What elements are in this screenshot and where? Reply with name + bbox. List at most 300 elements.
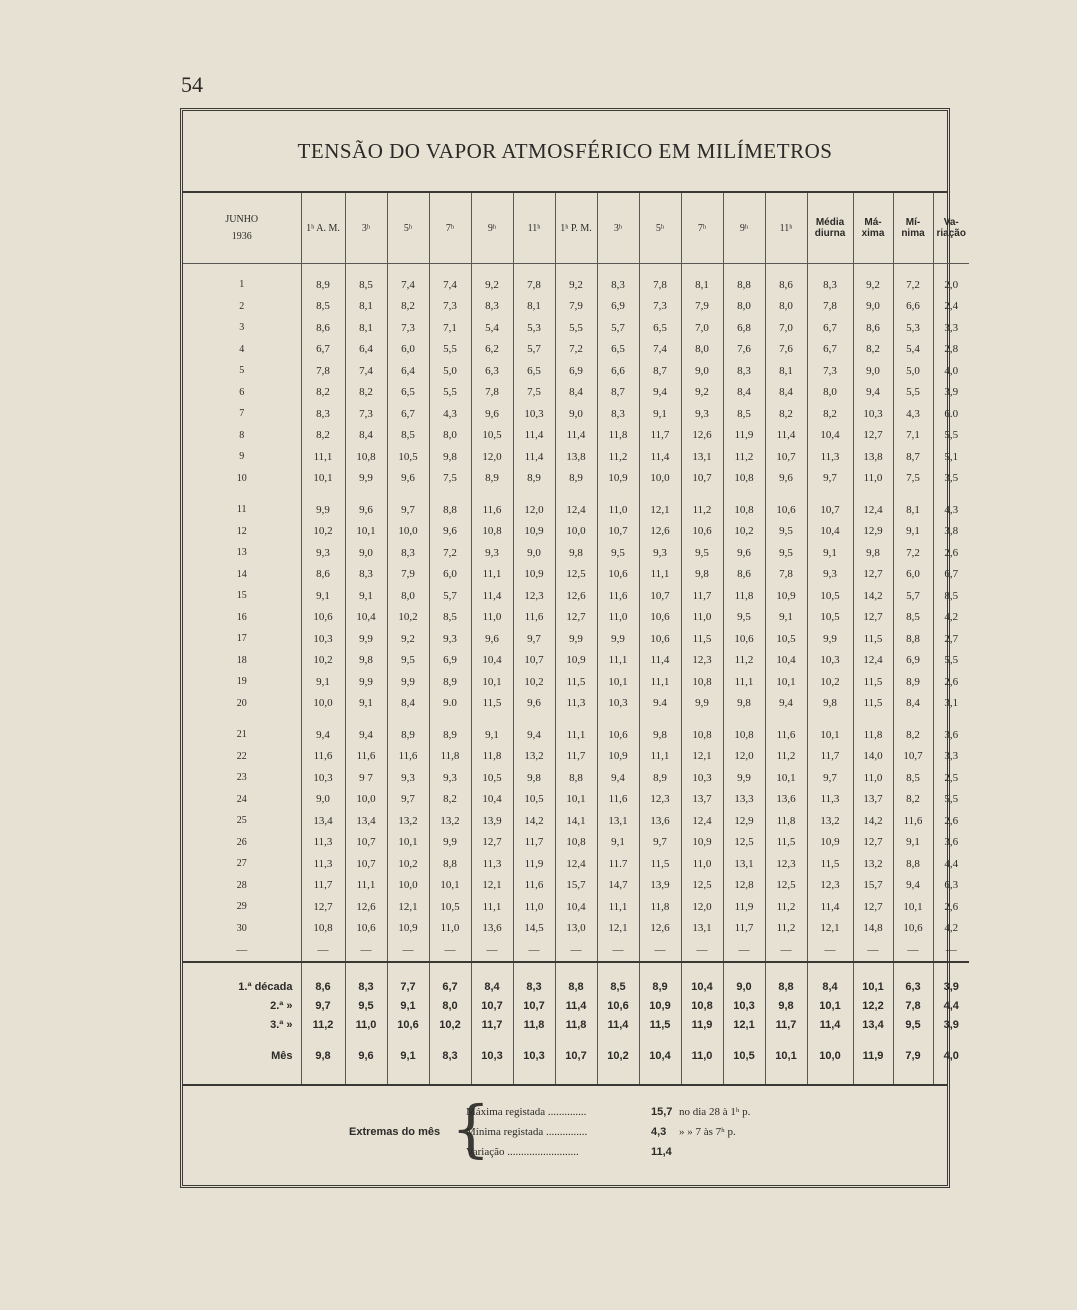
table-cell: 11,8 bbox=[853, 724, 893, 746]
table-cell: 11,2 bbox=[723, 446, 765, 468]
table-cell: 9,5 bbox=[765, 542, 807, 564]
month-label: JUNHO bbox=[225, 214, 259, 225]
table-cell: 8,5 bbox=[933, 585, 969, 607]
table-cell: 11,0 bbox=[853, 767, 893, 789]
table-cell: 12,7 bbox=[555, 607, 597, 629]
table-cell: 8,2 bbox=[893, 789, 933, 811]
table-cell: 8,9 bbox=[893, 671, 933, 693]
dash-cell: — bbox=[639, 939, 681, 962]
dash-row bbox=[183, 939, 969, 962]
table-cell: 12,1 bbox=[807, 918, 853, 940]
table-cell: 12,7 bbox=[301, 896, 345, 918]
table-cell: 11,5 bbox=[555, 671, 597, 693]
table-cell: 8,0 bbox=[765, 296, 807, 318]
table-cell: 9,7 bbox=[639, 832, 681, 854]
table-cell: 4,3 bbox=[429, 403, 471, 425]
table-cell: 8,5 bbox=[387, 425, 429, 447]
table-cell: 9,7 bbox=[807, 767, 853, 789]
summary-cell: 11,0 bbox=[345, 1015, 387, 1034]
table-cell: 11,0 bbox=[513, 896, 555, 918]
table-cell: 10,7 bbox=[807, 499, 853, 521]
table-cell: 9,7 bbox=[513, 628, 555, 650]
table-cell: 11,1 bbox=[639, 746, 681, 768]
table-cell: 7,2 bbox=[893, 274, 933, 296]
table-cell: 9,6 bbox=[513, 693, 555, 715]
summary-cell: 8,5 bbox=[597, 962, 639, 996]
summary-cell: 8,0 bbox=[429, 996, 471, 1015]
table-cell: 14,0 bbox=[853, 746, 893, 768]
table-cell: 11,0 bbox=[597, 607, 639, 629]
spacer-cell bbox=[387, 264, 429, 275]
table-cell: 11,1 bbox=[301, 446, 345, 468]
table-cell: 11,2 bbox=[723, 650, 765, 672]
summary-cell: 11,8 bbox=[513, 1015, 555, 1034]
table-cell: 5,7 bbox=[597, 317, 639, 339]
table-cell: 10,6 bbox=[639, 607, 681, 629]
table-cell: 11,3 bbox=[807, 789, 853, 811]
spacer-cell bbox=[723, 714, 765, 724]
table-cell: 9,0 bbox=[513, 542, 555, 564]
dash-cell: — bbox=[723, 939, 765, 962]
column-header: Média diurna bbox=[807, 193, 853, 264]
day-label: 22 bbox=[236, 750, 247, 762]
table-cell: 11,5 bbox=[853, 693, 893, 715]
spacer-cell bbox=[597, 489, 639, 499]
month-cell: 10,2 bbox=[597, 1044, 639, 1084]
table-cell: 8,0 bbox=[429, 425, 471, 447]
spacer-cell bbox=[183, 489, 301, 499]
table-cell: 13,1 bbox=[723, 853, 765, 875]
spacer-cell bbox=[555, 1034, 597, 1044]
table-cell: 8,2 bbox=[301, 382, 345, 404]
summary-cell: 7,7 bbox=[387, 962, 429, 996]
brace: { bbox=[451, 1092, 491, 1165]
table-cell: 8,4 bbox=[555, 382, 597, 404]
table-cell: 10,4 bbox=[807, 521, 853, 543]
summary-cell: 11,5 bbox=[639, 1015, 681, 1034]
page-number: 54 bbox=[181, 72, 203, 97]
table-cell: 10,6 bbox=[345, 918, 387, 940]
table-cell: 9,1 bbox=[597, 832, 639, 854]
month-row-label: Mês bbox=[271, 1050, 293, 1062]
table-cell: 8,8 bbox=[893, 628, 933, 650]
summary-cell: 10,7 bbox=[471, 996, 513, 1015]
day-label: 11 bbox=[236, 504, 247, 516]
table-cell: 8,3 bbox=[471, 296, 513, 318]
spacer-cell bbox=[723, 1034, 765, 1044]
table-cell: 7,3 bbox=[429, 296, 471, 318]
table-cell: 10,9 bbox=[807, 832, 853, 854]
table-cell: 2,6 bbox=[933, 542, 969, 564]
table-cell: 8,3 bbox=[345, 564, 387, 586]
table-cell: 11,5 bbox=[853, 628, 893, 650]
month-header bbox=[183, 193, 301, 264]
dash-cell: — bbox=[513, 939, 555, 962]
table-cell: 9,7 bbox=[387, 789, 429, 811]
table-cell: 12,3 bbox=[765, 853, 807, 875]
day-label: 9 bbox=[239, 451, 245, 463]
table-cell: 8,2 bbox=[765, 403, 807, 425]
table-cell: 8,9 bbox=[471, 468, 513, 490]
month-cell: 4,0 bbox=[933, 1044, 969, 1084]
column-header: 3ʰ bbox=[345, 193, 387, 264]
table-cell: 10,0 bbox=[555, 521, 597, 543]
table-cell: 9,3 bbox=[471, 542, 513, 564]
table-cell: 10,9 bbox=[765, 585, 807, 607]
table-cell: 12,3 bbox=[513, 585, 555, 607]
table-cell: 8,1 bbox=[513, 296, 555, 318]
table-cell: 8,9 bbox=[555, 468, 597, 490]
spacer-cell bbox=[301, 1034, 345, 1044]
column-header: 11ʰ bbox=[765, 193, 807, 264]
spacer-row bbox=[183, 714, 969, 724]
table-cell: 10,3 bbox=[301, 767, 345, 789]
table-cell: 2,8 bbox=[933, 339, 969, 361]
table-cell: 10,4 bbox=[765, 650, 807, 672]
column-header: 7ʰ bbox=[429, 193, 471, 264]
min-line bbox=[466, 1126, 799, 1146]
table-cell: 12,8 bbox=[723, 875, 765, 897]
table-cell: 12,6 bbox=[555, 585, 597, 607]
table-cell: 12,5 bbox=[681, 875, 723, 897]
table-cell: 5,7 bbox=[429, 585, 471, 607]
table-cell: 8,4 bbox=[723, 382, 765, 404]
table-row bbox=[183, 607, 969, 629]
table-cell: 2,6 bbox=[933, 810, 969, 832]
table-cell: 6,7 bbox=[387, 403, 429, 425]
table-cell: 9,0 bbox=[345, 542, 387, 564]
table-cell: 8,1 bbox=[345, 317, 387, 339]
header-row bbox=[183, 193, 969, 264]
table-cell: 10,5 bbox=[471, 767, 513, 789]
table-cell: 11,1 bbox=[639, 671, 681, 693]
table-cell: 7,3 bbox=[387, 317, 429, 339]
table-cell: 10,3 bbox=[301, 628, 345, 650]
table-cell: 11,7 bbox=[513, 832, 555, 854]
summary-cell: 10,8 bbox=[681, 996, 723, 1015]
table-cell: 3,6 bbox=[933, 832, 969, 854]
table-cell: 9,6 bbox=[471, 628, 513, 650]
dash-cell: — bbox=[236, 944, 248, 956]
summary-cell: 8,8 bbox=[765, 962, 807, 996]
min-label: Mínima registada ............... bbox=[466, 1126, 588, 1138]
table-cell: 9,7 bbox=[807, 468, 853, 490]
table-cell: 10,3 bbox=[807, 650, 853, 672]
table-cell: 13,0 bbox=[555, 918, 597, 940]
table-cell: 8,3 bbox=[301, 403, 345, 425]
table-cell: 6,0 bbox=[429, 564, 471, 586]
table-cell: 12,7 bbox=[471, 832, 513, 854]
table-cell: 10,7 bbox=[639, 585, 681, 607]
table-cell: 11,1 bbox=[471, 564, 513, 586]
table-cell: 2,7 bbox=[933, 628, 969, 650]
column-header: 1ʰ P. M. bbox=[555, 193, 597, 264]
table-cell: 8,6 bbox=[853, 317, 893, 339]
table-cell: 10,1 bbox=[387, 832, 429, 854]
day-label: 8 bbox=[239, 429, 245, 441]
table-cell: 4,0 bbox=[933, 360, 969, 382]
day-label: 2 bbox=[239, 300, 245, 312]
month-cell: 10,4 bbox=[639, 1044, 681, 1084]
table-cell: 10,0 bbox=[301, 693, 345, 715]
table-cell: 10,6 bbox=[681, 521, 723, 543]
month-cell: 7,9 bbox=[893, 1044, 933, 1084]
table-cell: 10,1 bbox=[345, 521, 387, 543]
table-cell: 12,0 bbox=[471, 446, 513, 468]
table-cell: 9,3 bbox=[807, 564, 853, 586]
table-cell: 11,8 bbox=[597, 425, 639, 447]
table-cell: 8,9 bbox=[513, 468, 555, 490]
table-cell: 12,1 bbox=[387, 896, 429, 918]
min-value: 4,3 bbox=[651, 1126, 667, 1138]
dash-cell: — bbox=[893, 939, 933, 962]
table-cell: 12,0 bbox=[513, 499, 555, 521]
table-cell: 11,1 bbox=[555, 724, 597, 746]
spacer-cell bbox=[807, 714, 853, 724]
table-cell: 9,3 bbox=[429, 767, 471, 789]
summary-cell: 8,3 bbox=[513, 962, 555, 996]
table-cell: 3,5 bbox=[933, 468, 969, 490]
table-cell: 10,2 bbox=[387, 853, 429, 875]
column-header: 1ʰ A. M. bbox=[301, 193, 345, 264]
month-cell: 10,0 bbox=[807, 1044, 853, 1084]
table-cell: 11,5 bbox=[807, 853, 853, 875]
day-label: 16 bbox=[236, 611, 247, 623]
table-cell: 9,0 bbox=[681, 360, 723, 382]
table-cell: 9,8 bbox=[513, 767, 555, 789]
spacer-cell bbox=[639, 1034, 681, 1044]
table-cell: 5,5 bbox=[429, 339, 471, 361]
table-row bbox=[183, 296, 969, 318]
table-cell: 14,7 bbox=[597, 875, 639, 897]
table-cell: 11,7 bbox=[807, 746, 853, 768]
table-cell: 7,3 bbox=[807, 360, 853, 382]
table-cell: 6,6 bbox=[893, 296, 933, 318]
table-row bbox=[183, 650, 969, 672]
table-cell: 7,5 bbox=[893, 468, 933, 490]
table-cell: 6,7 bbox=[807, 339, 853, 361]
table-cell: 8,9 bbox=[301, 274, 345, 296]
table-row bbox=[183, 789, 969, 811]
table-row bbox=[183, 896, 969, 918]
table-cell: 7,5 bbox=[429, 468, 471, 490]
table-cell: 11,7 bbox=[639, 425, 681, 447]
table-cell: 10,9 bbox=[597, 746, 639, 768]
day-label: 27 bbox=[236, 858, 247, 870]
table-cell: 8,3 bbox=[723, 360, 765, 382]
table-cell: 4,2 bbox=[933, 607, 969, 629]
table-cell: 9.4 bbox=[639, 693, 681, 715]
table-cell: 6,7 bbox=[933, 564, 969, 586]
day-label: 15 bbox=[236, 590, 247, 602]
spacer-cell bbox=[387, 489, 429, 499]
table-cell: 9,6 bbox=[387, 468, 429, 490]
table-cell: 13,7 bbox=[681, 789, 723, 811]
table-cell: 5,4 bbox=[471, 317, 513, 339]
table-cell: 11,7 bbox=[555, 746, 597, 768]
table-cell: 5,5 bbox=[933, 789, 969, 811]
spacer-cell bbox=[639, 264, 681, 275]
table-cell: 8,8 bbox=[429, 499, 471, 521]
summary-row bbox=[183, 1015, 969, 1034]
column-header: 11ʰ bbox=[513, 193, 555, 264]
table-cell: 3,3 bbox=[933, 746, 969, 768]
day-label: 10 bbox=[236, 472, 247, 484]
table-cell: 14,8 bbox=[853, 918, 893, 940]
summary-cell: 3,9 bbox=[933, 962, 969, 996]
table-cell: 3,3 bbox=[933, 317, 969, 339]
summary-cell: 10,4 bbox=[681, 962, 723, 996]
table-cell: 9,1 bbox=[765, 607, 807, 629]
table-cell: 8,1 bbox=[681, 274, 723, 296]
month-cell: 10,5 bbox=[723, 1044, 765, 1084]
table-row bbox=[183, 628, 969, 650]
table-cell: 13,2 bbox=[513, 746, 555, 768]
dash-cell: — bbox=[853, 939, 893, 962]
table-cell: 12,1 bbox=[597, 918, 639, 940]
table-cell: 12,1 bbox=[639, 499, 681, 521]
day-label: 14 bbox=[236, 568, 247, 580]
column-header: 5ʰ bbox=[639, 193, 681, 264]
table-cell: 10,9 bbox=[555, 650, 597, 672]
table-cell: 9,2 bbox=[555, 274, 597, 296]
dash-cell: — bbox=[933, 939, 969, 962]
spacer-cell bbox=[933, 714, 969, 724]
table-cell: 10,7 bbox=[681, 468, 723, 490]
table-cell: 11,3 bbox=[555, 693, 597, 715]
table-cell: 12,5 bbox=[765, 875, 807, 897]
table-cell: 10,9 bbox=[387, 918, 429, 940]
table-cell: 9,4 bbox=[765, 693, 807, 715]
table-cell: 11,3 bbox=[301, 832, 345, 854]
table-cell: 14,1 bbox=[555, 810, 597, 832]
spacer-cell bbox=[183, 714, 301, 724]
variation-label: Variação .......................... bbox=[466, 1146, 579, 1158]
table-cell: 9,8 bbox=[639, 724, 681, 746]
table-cell: 9,8 bbox=[555, 542, 597, 564]
table-cell: 9,5 bbox=[681, 542, 723, 564]
summary-cell: 8,4 bbox=[471, 962, 513, 996]
table-cell: 12,0 bbox=[681, 896, 723, 918]
table-cell: 6,0 bbox=[387, 339, 429, 361]
day-label: 23 bbox=[236, 772, 247, 784]
table-cell: 8,4 bbox=[765, 382, 807, 404]
table-cell: 11,0 bbox=[681, 607, 723, 629]
table-cell: 6,2 bbox=[471, 339, 513, 361]
table-cell: 10,0 bbox=[387, 521, 429, 543]
table-cell: 5,5 bbox=[933, 650, 969, 672]
table-cell: 8,3 bbox=[597, 403, 639, 425]
summary-cell: 4,4 bbox=[933, 996, 969, 1015]
table-cell: 11,4 bbox=[765, 425, 807, 447]
table-cell: 8,4 bbox=[345, 425, 387, 447]
table-cell: 12,7 bbox=[853, 425, 893, 447]
table-cell: 10,9 bbox=[513, 521, 555, 543]
table-cell: 2,5 bbox=[933, 767, 969, 789]
summary-cell: 10,1 bbox=[807, 996, 853, 1015]
day-label: 7 bbox=[239, 408, 245, 420]
table-cell: 12,5 bbox=[723, 832, 765, 854]
table-cell: 5,0 bbox=[429, 360, 471, 382]
spacer-cell bbox=[183, 264, 301, 275]
summary-cell: 11,7 bbox=[765, 1015, 807, 1034]
table-cell: 13,2 bbox=[429, 810, 471, 832]
table-cell: 6,0 bbox=[893, 564, 933, 586]
table-cell: 10,4 bbox=[807, 425, 853, 447]
dash-cell: — bbox=[471, 939, 513, 962]
table-cell: 10,1 bbox=[429, 875, 471, 897]
month-cell: 8,3 bbox=[429, 1044, 471, 1084]
spacer-cell bbox=[471, 489, 513, 499]
table-cell: 13,4 bbox=[301, 810, 345, 832]
day-label: 20 bbox=[236, 697, 247, 709]
table-cell: 10,1 bbox=[597, 671, 639, 693]
spacer-cell bbox=[345, 489, 387, 499]
table-cell: 11,5 bbox=[681, 628, 723, 650]
table-cell: 12,4 bbox=[681, 810, 723, 832]
table-cell: 10,4 bbox=[345, 607, 387, 629]
dash-cell: — bbox=[681, 939, 723, 962]
table-cell: 9,8 bbox=[681, 564, 723, 586]
summary-cell: 8,3 bbox=[345, 962, 387, 996]
table-cell: 9,1 bbox=[807, 542, 853, 564]
summary-cell: 9,7 bbox=[301, 996, 345, 1015]
table-cell: 6,5 bbox=[513, 360, 555, 382]
table-cell: 10,2 bbox=[513, 671, 555, 693]
table-row bbox=[183, 918, 969, 940]
table-cell: 12,6 bbox=[681, 425, 723, 447]
day-label: 3 bbox=[239, 322, 245, 334]
table-cell: 4,3 bbox=[893, 403, 933, 425]
column-header: Má- xima bbox=[853, 193, 893, 264]
table-cell: 11,6 bbox=[597, 789, 639, 811]
table-cell: 10,5 bbox=[429, 896, 471, 918]
max-label: Máxima registada .............. bbox=[466, 1106, 587, 1118]
table-cell: 9,3 bbox=[639, 542, 681, 564]
month-cell: 10,1 bbox=[765, 1044, 807, 1084]
summary-cell: 8,8 bbox=[555, 962, 597, 996]
spacer-cell bbox=[429, 264, 471, 275]
table-cell: 6,9 bbox=[893, 650, 933, 672]
table-cell: 10,1 bbox=[893, 896, 933, 918]
table-cell: 8,2 bbox=[853, 339, 893, 361]
dash-cell: — bbox=[387, 939, 429, 962]
spacer-cell bbox=[723, 489, 765, 499]
spacer-cell bbox=[765, 264, 807, 275]
table-cell: 10,6 bbox=[597, 564, 639, 586]
summary-cell: 10,9 bbox=[639, 996, 681, 1015]
table-cell: 12,3 bbox=[681, 650, 723, 672]
table-cell: 2,6 bbox=[933, 896, 969, 918]
table-cell: 7,2 bbox=[555, 339, 597, 361]
variation-line bbox=[466, 1146, 799, 1166]
spacer-cell bbox=[429, 1034, 471, 1044]
table-cell: 13,9 bbox=[471, 810, 513, 832]
month-cell: 10,3 bbox=[471, 1044, 513, 1084]
table-cell: 9,9 bbox=[387, 671, 429, 693]
table-cell: 10,7 bbox=[597, 521, 639, 543]
table-cell: 9,4 bbox=[853, 382, 893, 404]
spacer-cell bbox=[387, 1034, 429, 1044]
table-cell: 8,5 bbox=[893, 767, 933, 789]
table-cell: 7,8 bbox=[765, 564, 807, 586]
table-cell: 4,4 bbox=[933, 853, 969, 875]
day-label: 4 bbox=[239, 343, 245, 355]
summary-row bbox=[183, 962, 969, 996]
table-cell: 13,3 bbox=[723, 789, 765, 811]
table-cell: 13,1 bbox=[597, 810, 639, 832]
spacer-cell bbox=[807, 489, 853, 499]
